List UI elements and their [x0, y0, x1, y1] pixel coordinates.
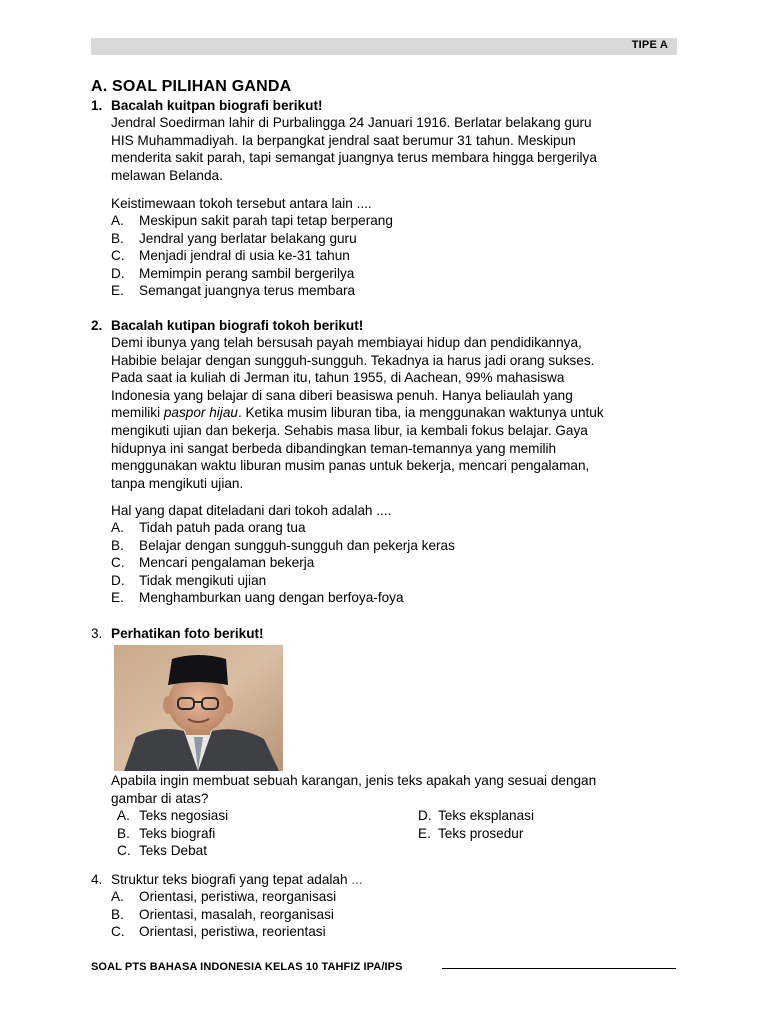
option-d[interactable]: D. Tidak mengikuti ujian [111, 572, 267, 588]
option-c[interactable]: C. Menjadi jendral di usia ke-31 tahun [111, 248, 350, 264]
passage-line: melawan Belanda. [111, 167, 223, 183]
question-text: Struktur teks biografi yang tepat adalah [111, 872, 348, 887]
option-b[interactable]: B. Orientasi, masalah, reorganisasi [111, 906, 334, 922]
passage-line: menderita sakit parah, tapi semangat juangnya terus membara hingga bergerilya [111, 150, 597, 166]
q3-options-left [117, 807, 228, 860]
passage-line: Habibie belajar dengan sungguh-sungguh. Tekadnya ia harus jadi orang sukses. [111, 352, 595, 368]
q1-question-text: Keistimewaan tokoh tersebut antara lain .... [111, 196, 372, 211]
q1-options [111, 212, 393, 300]
option-a[interactable]: A. Tidah patuh pada orang tua [111, 520, 306, 535]
question-dots: ... [351, 872, 363, 887]
passage-line: HIS Muhammadiyah. Ia berpangkat jendral saat berumur 31 tahun. Meskipun [111, 132, 576, 148]
portrait-photo [114, 645, 283, 771]
passage-line: Demi ibunya yang telah bersusah payah membiayai hidup dan pendidikannya, [111, 335, 582, 350]
q2-options [111, 519, 455, 607]
passage-line: Indonesia yang belajar di sana diberi beasiswa penuh. Hanya beliaulah yang [111, 387, 573, 403]
passage-line: Pada saat ia kuliah di Jerman itu, tahun 1955, di Aachean, 99% mahasiswa [111, 370, 565, 386]
option-e[interactable]: E. Teks prosedur [418, 825, 524, 841]
passage-line: mengikuti ujian dan bekerja. Sehabis masa libur, ia kembali fokus belajar. Gaya [111, 422, 588, 438]
question-title: Perhatikan foto berikut! [111, 626, 264, 641]
question-number: 4. [91, 872, 103, 887]
question-title: Bacalah kuitpan biografi berikut! [111, 98, 323, 113]
option-b[interactable]: B. Jendral yang berlatar belakang guru [111, 230, 357, 246]
option-d[interactable]: D. Teks eksplanasi [418, 808, 534, 823]
header-bar [91, 38, 677, 55]
option-b[interactable]: B. Belajar dengan sungguh-sungguh dan pekerja keras [111, 537, 455, 553]
q3-question-line1: Apabila ingin membuat sebuah karangan, jenis teks apakah yang sesuai dengan [111, 773, 597, 788]
footer-divider [442, 968, 676, 969]
question-number: 2. [91, 318, 103, 333]
option-c[interactable]: C. Orientasi, peristiwa, reorientasi [111, 924, 326, 940]
option-c[interactable]: C. Mencari pengalaman bekerja [111, 555, 315, 571]
passage-line: menggunakan waktu liburan musim panas untuk bekerja, mencari pengalaman, [111, 458, 590, 474]
option-a[interactable]: A. Meskipun sakit parah tapi tetap berperang [111, 213, 393, 228]
question-3 [91, 625, 264, 643]
q1-passage [111, 114, 675, 184]
passage-line: memiliki paspor hijau. Ketika musim liburan tiba, ia menggunakan waktunya untuk [111, 405, 604, 421]
test-type-label: TIPE A [631, 39, 668, 51]
passage-line: tanpa mengikuti ujian. [111, 475, 244, 491]
question-number: 1. [91, 98, 103, 113]
q4-options [111, 888, 336, 941]
footer-text: SOAL PTS BAHASA INDONESIA KELAS 10 TAHFIZ IPA/IPS [91, 961, 403, 973]
italic-term: paspor hijau [163, 405, 238, 421]
q3-question-line2: gambar di atas? [111, 791, 209, 806]
question-title: Bacalah kutipan biografi tokoh berikut! [111, 318, 364, 333]
q3-options-right [418, 807, 534, 842]
q2-question-text: Hal yang dapat diteladani dari tokoh adalah .... [111, 503, 392, 518]
q2-passage [111, 334, 675, 492]
question-2 [91, 317, 363, 335]
passage-line: Jendral Soedirman lahir di Purbalingga 24 Januari 1916. Berlatar belakang guru [111, 115, 592, 130]
option-d[interactable]: D. Memimpin perang sambil bergerilya [111, 265, 355, 281]
question-4 [91, 871, 363, 889]
passage-line: hidupnya ini sangat berbeda dibandingkan teman-temannya yang memilih [111, 440, 557, 456]
option-a[interactable]: A. Orientasi, peristiwa, reorganisasi [111, 889, 337, 904]
option-e[interactable]: E. Menghamburkan uang dengan berfoya-foya [111, 590, 404, 606]
question-number: 3. [91, 626, 103, 641]
option-a[interactable]: A. Teks negosiasi [117, 808, 229, 823]
question-1 [91, 97, 323, 115]
option-c[interactable]: C. Teks Debat [117, 843, 208, 859]
option-b[interactable]: B. Teks biografi [117, 825, 216, 841]
section-title: A. SOAL PILIHAN GANDA [91, 78, 292, 95]
option-e[interactable]: E. Semangat juangnya terus membara [111, 283, 356, 299]
